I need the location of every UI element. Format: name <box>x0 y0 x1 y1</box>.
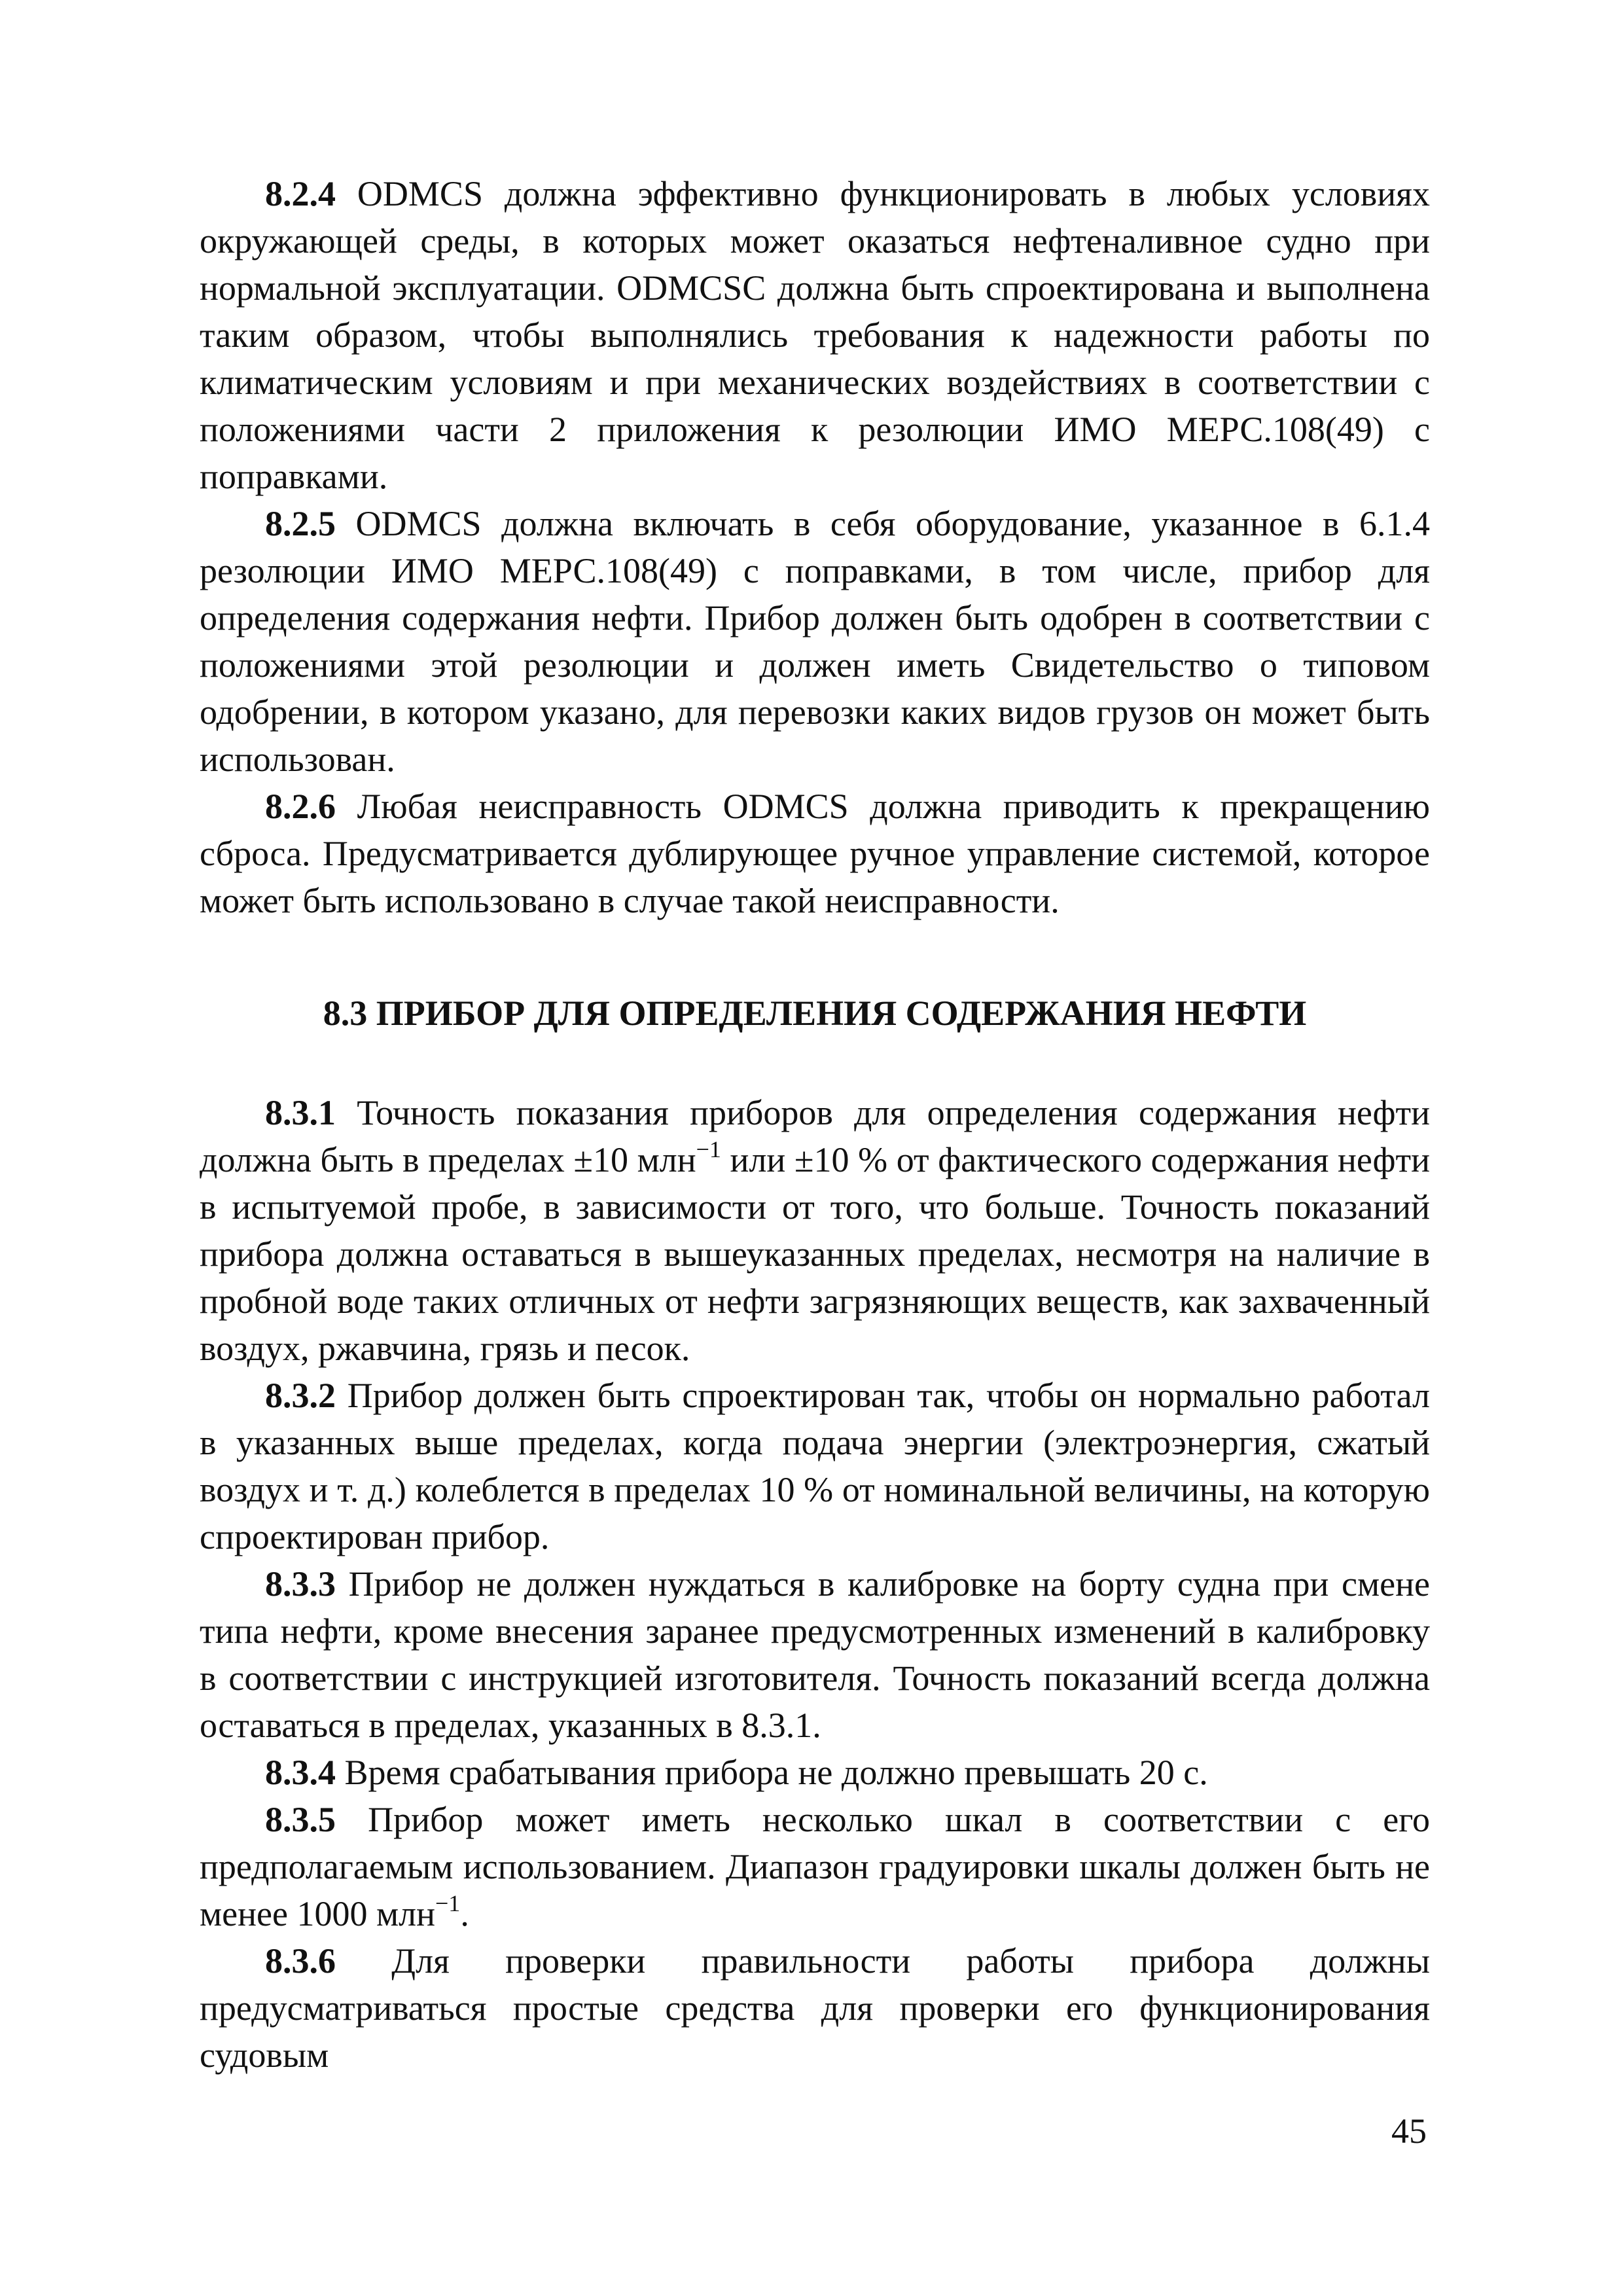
paragraph-8-3-5 <box>200 1796 1430 1937</box>
clause-number: 8.2.4 <box>265 174 336 213</box>
paragraph-text: Для проверки правильности работы прибора должны предусматриваться простые средства для проверки его функционирования судовым <box>200 1941 1430 2075</box>
paragraph-text: Точность показания приборов для определения содержания нефти должна быть в пределах ±10 млн <box>200 1093 1430 1179</box>
paragraph-8-2-6 <box>200 783 1430 924</box>
clause-number: 8.3.1 <box>265 1093 336 1132</box>
superscript: −1 <box>696 1136 721 1162</box>
clause-number: 8.3.6 <box>265 1941 336 1981</box>
paragraph-8-3-1 <box>200 1089 1430 1372</box>
clause-number: 8.3.4 <box>265 1753 336 1792</box>
paragraph-text: Прибор должен быть спроектирован так, чтобы он нормально работал в указанных выше пределах, когда подача энергии (электроэнергия, сжатый воздух и т. д.) колеблется в пределах 10 % от номинальной величины, на которую спроектирован прибор. <box>200 1376 1430 1556</box>
clause-number: 8.2.5 <box>265 504 336 543</box>
paragraph-text-cont: или ±10 % от фактического содержания нефти в испытуемой пробе, в зависимости от того, что больше. Точность показаний прибора должна оставаться в вышеуказанных пределах, несмотря на наличие в пробной воде таких отличных от нефти загрязняющих веществ, как захваченный воздух, ржавчина, грязь и песок. <box>200 1140 1430 1368</box>
paragraph-8-3-4 <box>200 1749 1430 1796</box>
section-heading: 8.3 ПРИБОР ДЛЯ ОПРЕДЕЛЕНИЯ СОДЕРЖАНИЯ НЕФТИ <box>323 994 1307 1033</box>
page-body <box>200 170 1430 2079</box>
clause-number: 8.3.3 <box>265 1564 336 1604</box>
paragraph-text: Время срабатывания прибора не должно превышать 20 с. <box>336 1753 1208 1792</box>
paragraph-8-2-5 <box>200 500 1430 783</box>
paragraph-8-3-3 <box>200 1560 1430 1749</box>
paragraph-text: Прибор не должен нуждаться в калибровке на борту судна при смене типа нефти, кроме внесения заранее предусмотренных изменений в калибровку в соответствии с инструкцией изготовителя. Точность показаний всегда должна оставаться в пределах, указанных в 8.3.1. <box>200 1564 1430 1745</box>
clause-number: 8.2.6 <box>265 787 336 826</box>
clause-number: 8.3.5 <box>265 1800 336 1839</box>
clause-number: 8.3.2 <box>265 1376 336 1415</box>
paragraph-8-3-2 <box>200 1372 1430 1560</box>
page-number: 45 <box>1391 2111 1427 2151</box>
paragraph-text: Прибор может иметь несколько шкал в соответствии с его предполагаемым использованием. Диапазон градуировки шкалы должен быть не менее 1000 млн <box>200 1800 1430 1933</box>
paragraph-text-cont: . <box>460 1894 469 1933</box>
paragraph-8-3-6 <box>200 1937 1430 2079</box>
paragraph-text: ODMCS должна включать в себя оборудование, указанное в 6.1.4 резолюции ИМО МЕРС.108(49) с поправками, в том числе, прибор для определения содержания нефти. Прибор должен быть одобрен в соответствии с положениями этой резолюции и должен иметь Свидетельство о типовом одобрении, в котором указано, для перевозки каких видов грузов он может быть использован. <box>200 504 1430 779</box>
superscript: −1 <box>435 1890 461 1916</box>
paragraph-text: ODMCS должна эффективно функционировать в любых условиях окружающей среды, в которых может оказаться нефтеналивное судно при нормальной эксплуатации. ODMCSC должна быть спроектирована и выполнена таким образом, чтобы выполнялись требования к надежности работы по климатическим условиям и при механических воздействиях в соответствии с положениями части 2 приложения к резолюции ИМО МЕРС.108(49) с поправками. <box>200 174 1430 496</box>
paragraph-text: Любая неисправность ODMCS должна приводить к прекращению сброса. Предусматривается дублирующее ручное управление системой, которое может быть использовано в случае такой неисправности. <box>200 787 1430 920</box>
paragraph-8-2-4 <box>200 170 1430 500</box>
